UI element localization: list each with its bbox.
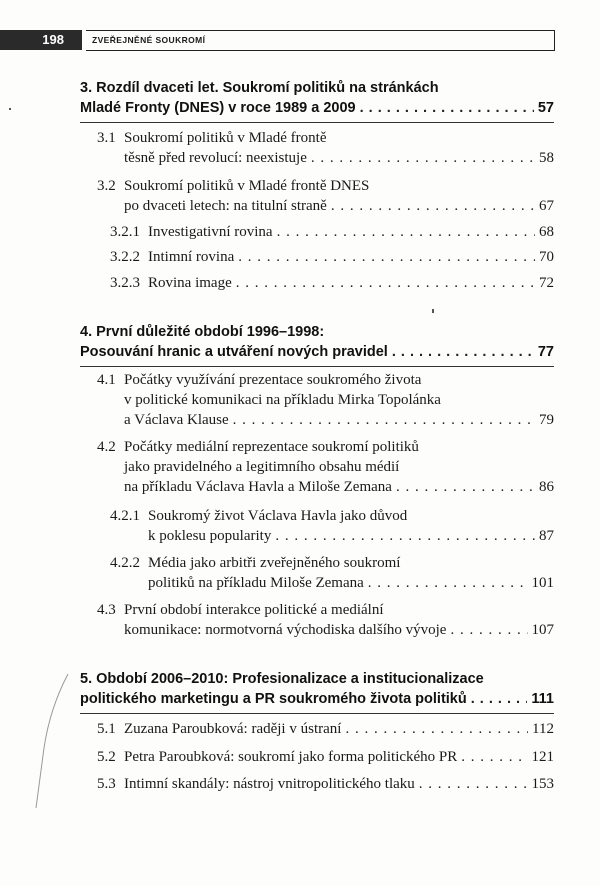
- entry-title: k poklesu popularity: [148, 528, 272, 544]
- dot-leader: [238, 247, 535, 267]
- dot-leader: [236, 273, 535, 293]
- dot-leader: [233, 410, 535, 430]
- entry-title: na příkladu Václava Havla a Miloše Zemana: [124, 479, 392, 495]
- page-ref: 101: [531, 575, 554, 591]
- page-ref: 72: [539, 275, 554, 291]
- section-heading[interactable]: [80, 78, 554, 118]
- dot-leader: [471, 689, 528, 709]
- entry-title: jako pravidelného a legitimního obsahu médií: [124, 459, 400, 475]
- entry-number: 3.2: [97, 178, 116, 194]
- toc-entry[interactable]: [97, 774, 554, 794]
- dot-leader: [360, 98, 534, 118]
- entry-number: 4.1: [97, 372, 116, 388]
- entry-title: Soukromí politiků v Mladé frontě: [124, 130, 327, 146]
- section-heading-line: Mladé Fronty (DNES) v roce 1989 a 2009: [80, 100, 356, 116]
- entry-number: 3.2.1: [110, 224, 140, 240]
- toc-entry[interactable]: [97, 719, 554, 739]
- section-heading-line: 3. Rozdíl dvaceti let. Soukromí politiků na stránkách: [80, 80, 439, 96]
- page-ref: 79: [539, 412, 554, 428]
- entry-title: politiků na příkladu Miloše Zemana: [148, 575, 364, 591]
- toc-entry[interactable]: [110, 273, 554, 293]
- page-ref: 68: [539, 224, 554, 240]
- entry-title: Média jako arbitři zveřejněného soukromí: [148, 555, 401, 571]
- toc-section-3: [80, 78, 554, 123]
- dot-leader: [461, 747, 527, 767]
- page-ref: 111: [531, 691, 554, 707]
- section-heading-line: politického marketingu a PR soukromého života politiků: [80, 691, 467, 707]
- dot-leader: [419, 774, 528, 794]
- page-ref: 153: [531, 776, 554, 792]
- page-ref: 112: [532, 721, 554, 737]
- page-number: 198: [0, 30, 82, 50]
- page-ref: 87: [539, 528, 554, 544]
- entry-title: Počátky mediální reprezentace soukromí politiků: [124, 439, 419, 455]
- page-ref: 58: [539, 150, 554, 166]
- dot-leader: [396, 477, 535, 497]
- dot-leader: [450, 620, 527, 640]
- dot-leader: [277, 222, 535, 242]
- toc-entry[interactable]: [110, 247, 554, 267]
- running-header: [0, 30, 555, 50]
- toc-entry[interactable]: [97, 437, 554, 497]
- entry-title: První období interakce politické a mediální: [124, 602, 384, 618]
- running-title: ZVEŘEJNĚNÉ SOUKROMÍ: [86, 30, 555, 51]
- section-heading-line: 4. První důležité období 1996–1998:: [80, 324, 325, 340]
- entry-title: po dvaceti letech: na titulní straně: [124, 198, 327, 214]
- entry-title: a Václava Klause: [124, 412, 229, 428]
- toc-entry[interactable]: [97, 128, 554, 168]
- page-ref: 70: [539, 249, 554, 265]
- toc-entry[interactable]: [97, 600, 554, 640]
- scan-speck: [9, 108, 11, 110]
- dot-leader: [345, 719, 528, 739]
- section-heading-line: 5. Období 2006–2010: Profesionalizace a institucionalizace: [80, 671, 484, 687]
- toc-entry[interactable]: [97, 370, 554, 430]
- section-heading[interactable]: [80, 322, 554, 362]
- entry-number: 3.2.3: [110, 275, 140, 291]
- toc-entry[interactable]: [110, 222, 554, 242]
- entry-title: Soukromý život Václava Havla jako důvod: [148, 508, 408, 524]
- dot-leader: [368, 573, 528, 593]
- scan-pencil-mark: [20, 668, 80, 818]
- entry-title: Zuzana Paroubková: raději v ústraní: [124, 721, 342, 737]
- dot-leader: [392, 342, 534, 362]
- entry-title: Intimní skandály: nástroj vnitropolitického tlaku: [124, 776, 415, 792]
- page-ref: 107: [531, 622, 554, 638]
- entry-title: komunikace: normotvorná východiska dalšího vývoje: [124, 622, 447, 638]
- section-rule: [80, 366, 554, 367]
- page-ref: 77: [537, 344, 554, 360]
- section-rule: [80, 713, 554, 714]
- toc-entry[interactable]: [97, 747, 554, 767]
- dot-leader: [275, 526, 535, 546]
- entry-title: Intimní rovina: [148, 249, 235, 265]
- toc-section-5: [80, 669, 554, 714]
- section-heading-line: Posouvání hranic a utváření nových pravidel: [80, 344, 388, 360]
- entry-number: 4.3: [97, 602, 116, 618]
- entry-number: 5.3: [97, 776, 116, 792]
- section-rule: [80, 122, 554, 123]
- entry-number: 5.1: [97, 721, 116, 737]
- entry-title: těsně před revolucí: neexistuje: [124, 150, 307, 166]
- entry-number: 4.2.1: [110, 508, 140, 524]
- entry-number: 4.2.2: [110, 555, 140, 571]
- section-heading[interactable]: [80, 669, 554, 709]
- entry-number: 3.2.2: [110, 249, 140, 265]
- dot-leader: [311, 148, 535, 168]
- toc-section-4: [80, 322, 554, 367]
- entry-title: Investigativní rovina: [148, 224, 273, 240]
- entry-title: Rovina image: [148, 275, 232, 291]
- entry-number: 3.1: [97, 130, 116, 146]
- toc-entry[interactable]: [110, 506, 554, 546]
- page-ref: 86: [539, 479, 554, 495]
- entry-title: Petra Paroubková: soukromí jako forma politického PR: [124, 749, 458, 765]
- toc-entry[interactable]: [97, 176, 554, 216]
- entry-title: Počátky využívání prezentace soukromého života: [124, 372, 422, 388]
- toc-entry[interactable]: [110, 553, 554, 593]
- entry-title: v politické komunikaci na příkladu Mirka Topolánka: [124, 392, 441, 408]
- scan-speck: [432, 309, 434, 313]
- dot-leader: [331, 196, 535, 216]
- page-ref: 121: [531, 749, 554, 765]
- entry-title: Soukromí politiků v Mladé frontě DNES: [124, 178, 370, 194]
- page-ref: 67: [539, 198, 554, 214]
- entry-number: 5.2: [97, 749, 116, 765]
- page-ref: 57: [537, 100, 554, 116]
- entry-number: 4.2: [97, 439, 116, 455]
